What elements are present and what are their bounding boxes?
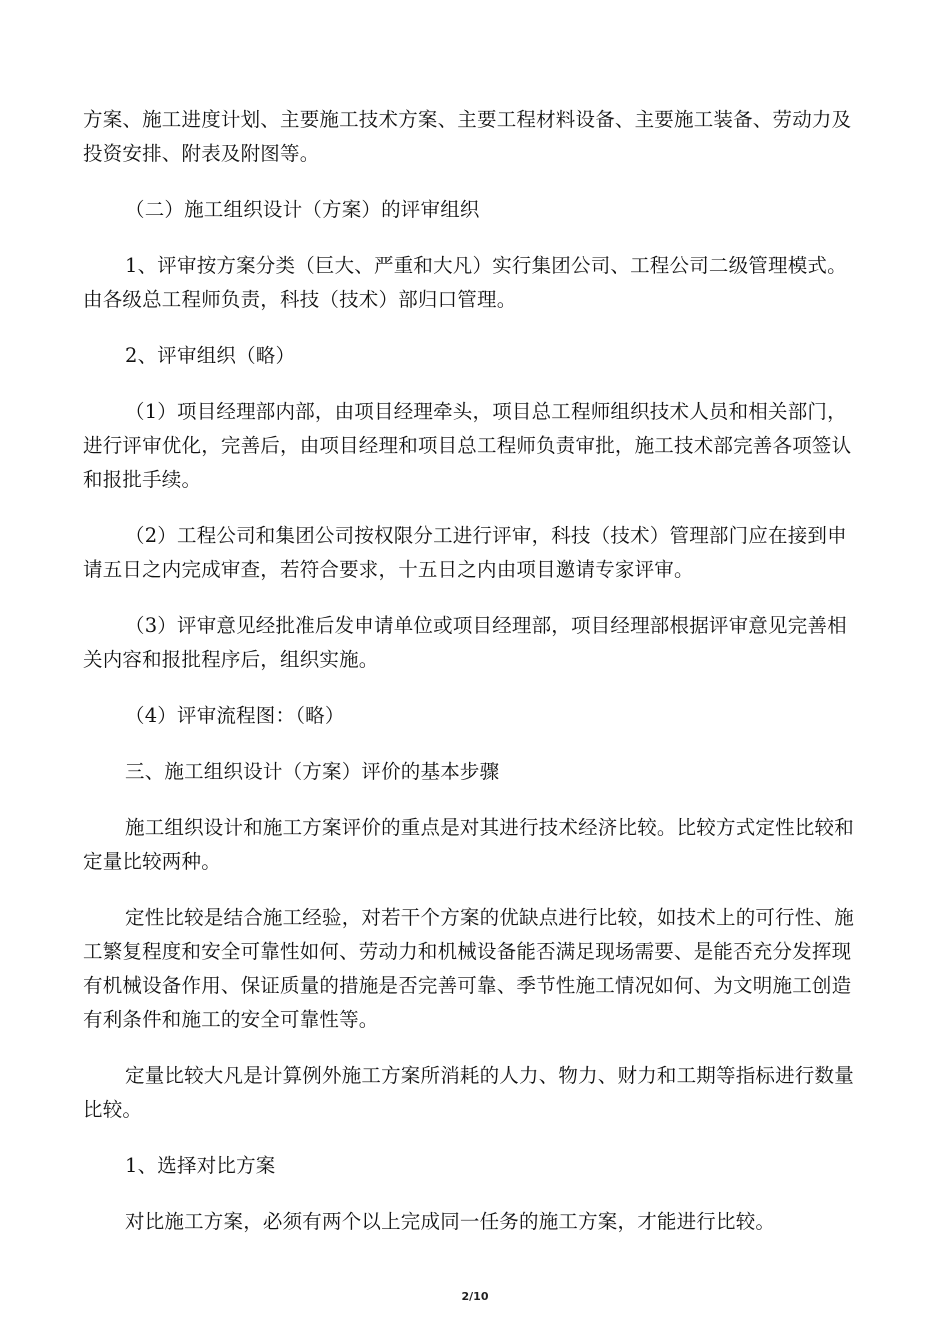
paragraph-evaluation-focus: 施工组织设计和施工方案评价的重点是对其进行技术经济比较。比较方式定性比较和定量比较两种。 bbox=[83, 816, 854, 873]
paragraph-item-4: （4）评审流程图：（略） bbox=[125, 704, 345, 727]
paragraph-compare-plans: 对比施工方案，必须有两个以上完成同一任务的施工方案，才能进行比较。 bbox=[125, 1210, 776, 1233]
paragraph-item-1: （1）项目经理部内部，由项目经理牵头，项目总工程师组织技术人员和相关部门，进行评审优化，完善后，由项目经理和项目总工程师负责审批，施工技术部完善各项签认和报批手续。 bbox=[83, 400, 852, 491]
subheading-review-organization: 2、评审组织（略） bbox=[125, 344, 296, 367]
paragraph-continuation: 方案、施工进度计划、主要施工技术方案、主要工程材料设备、主要施工装备、劳动力及投资安排、附表及附图等。 bbox=[83, 108, 852, 165]
document-body bbox=[83, 103, 857, 1261]
paragraph-quantitative-comparison: 定量比较大凡是计算例外施工方案所消耗的人力、物力、财力和工期等指标进行数量比较。 bbox=[83, 1064, 854, 1121]
paragraph-item-2: （2）工程公司和集团公司按权限分工进行评审，科技（技术）管理部门应在接到申请五日之内完成审查，若符合要求，十五日之内由项目邀请专家评审。 bbox=[83, 524, 847, 581]
paragraph-item-3: （3）评审意见经批准后发申请单位或项目经理部，项目经理部根据评审意见完善相关内容和报批程序后，组织实施。 bbox=[83, 614, 847, 671]
paragraph-review-mode: 1、评审按方案分类（巨大、严重和大凡）实行集团公司、工程公司二级管理模式。由各级总工程师负责，科技（技术）部归口管理。 bbox=[83, 254, 847, 311]
section-heading-review-organization: （二）施工组织设计（方案）的评审组织 bbox=[125, 198, 480, 221]
paragraph-qualitative-comparison: 定性比较是结合施工经验，对若干个方案的优缺点进行比较，如技术上的可行性、施工繁复程度和安全可靠性如何、劳动力和机械设备能否满足现场需要、是能否充分发挥现有机械设备作用、保证质量的措施是否完善可靠、季节性施工情况如何、为文明施工创造有利条件和施工的安全可靠性等。 bbox=[83, 906, 854, 1031]
section-heading-evaluation-steps: 三、施工组织设计（方案）评价的基本步骤 bbox=[125, 760, 500, 783]
subheading-select-plans: 1、选择对比方案 bbox=[125, 1154, 276, 1177]
page-number: 2/10 bbox=[461, 1290, 489, 1303]
